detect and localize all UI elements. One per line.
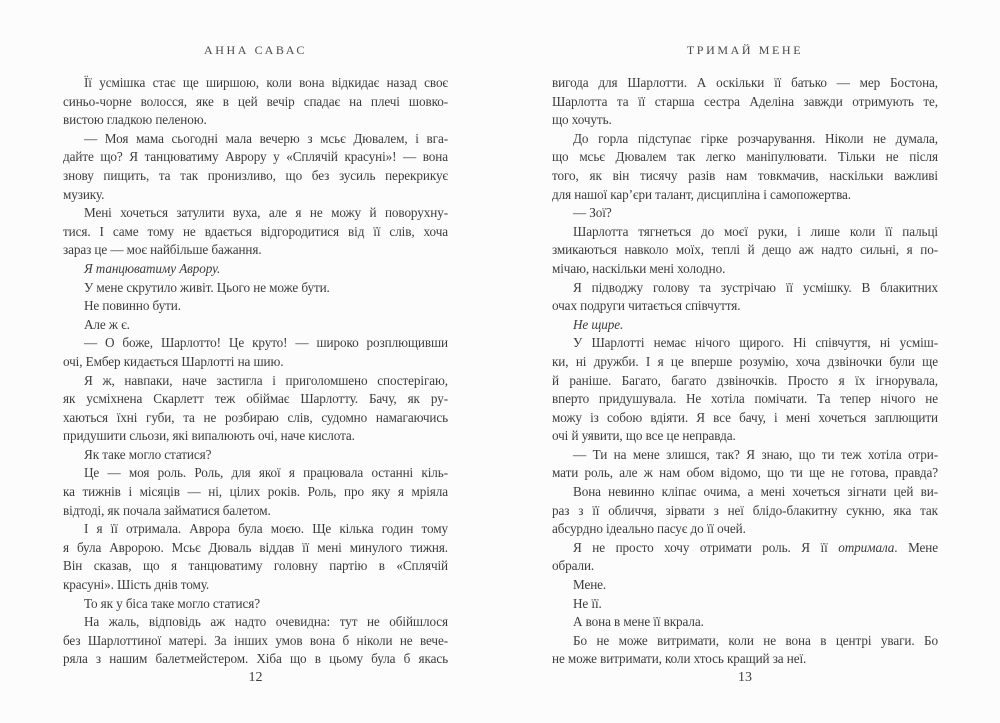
body-text: синьо-чорне волосся, яке в цей вечір спадає на плечі шовко- — [63, 93, 448, 109]
text-line — [552, 223, 938, 242]
body-text: — Зої? — [573, 205, 612, 221]
body-text: Бо не може витримати, коли не вона в центрі уваги. Бо — [573, 632, 938, 648]
text-line — [552, 372, 938, 391]
text-line — [63, 464, 448, 483]
text-line — [552, 260, 938, 279]
book-page-left — [63, 0, 448, 723]
body-text: мати роль, але ж нам обом відомо, що ти ще не готова, правда? — [552, 465, 938, 481]
body-text: що мсьє Дювалем так легко маніпулювати. Тільки не після — [552, 149, 938, 165]
text-line — [63, 483, 448, 502]
body-text: Я ж, навпаки, наче застигла і приголомшено спостерігаю, — [84, 372, 448, 388]
text-line — [552, 632, 938, 651]
text-line — [552, 279, 938, 298]
body-text: ка тижнів і місяців — ні, цілих років. Роль, про яку я мріяла — [63, 484, 448, 500]
text-line — [63, 539, 448, 558]
emphasized-text: отримала — [838, 539, 895, 555]
body-text: змикаються навколо моїх, теплі й дещо аж надто сильні, я по- — [552, 242, 938, 258]
page-number-left: 12 — [248, 670, 263, 685]
body-text: вигода для Шарлотти. А оскільки її батько — мер Бостона, — [552, 75, 938, 90]
text-line — [63, 260, 448, 279]
body-text: вистою гладкою пеленою. — [63, 112, 207, 128]
body-text: того, як він тисячу разів нам товкмачив, наскільки важливі — [552, 167, 938, 183]
page-text-right — [552, 74, 938, 669]
body-text: Я підводжу голову та зустрічаю її усмішку. В блакитних — [573, 279, 938, 295]
body-text: ряла з нашим балетмейстером. Хіба що в цьому була б якась — [63, 651, 448, 667]
body-text: відтоді, як почала займатися балетом. — [63, 502, 271, 518]
body-text: без Шарлоттиної матері. За інших умов вона б ніколи не вече- — [63, 632, 448, 648]
body-text: Не повинно бути. — [84, 298, 181, 314]
body-text: красуні». Шість днів тому. — [63, 577, 210, 593]
text-line — [63, 204, 448, 223]
text-line — [63, 576, 448, 595]
text-line — [552, 74, 938, 93]
body-text: Мене. — [573, 577, 607, 593]
body-text: Я не просто хочу отримати роль. Я її — [573, 539, 839, 555]
text-line — [552, 446, 938, 465]
body-text: — Ти на мене злишся, так? Я знаю, що ти теж хотіла отри- — [573, 446, 938, 462]
text-line — [552, 93, 938, 112]
text-line — [552, 409, 938, 428]
running-header-author: АННА САВАС — [203, 43, 308, 57]
page-text-left — [63, 74, 448, 669]
text-line — [552, 241, 938, 260]
text-line — [63, 650, 448, 669]
text-line — [552, 148, 938, 167]
text-line — [552, 502, 938, 521]
text-line — [63, 409, 448, 428]
body-text: придушити сльози, які випалюють очі, наче кислота. — [63, 428, 355, 444]
text-line — [552, 111, 938, 130]
text-line — [552, 650, 938, 669]
body-text: тися. І саме тому не вдається відгородитися від її слів, хоча — [63, 223, 448, 239]
body-text: очах подруги читається співчуття. — [552, 298, 741, 314]
text-line — [552, 334, 938, 353]
body-text: У мене скрутило живіт. Цього не може бути. — [84, 279, 330, 295]
text-line — [63, 427, 448, 446]
text-line — [63, 111, 448, 130]
text-line — [552, 576, 938, 595]
body-text: хаються їхні губи, та не розбираю слів, судомно намагаючись — [63, 409, 448, 425]
text-line — [63, 557, 448, 576]
text-line — [63, 353, 448, 372]
body-text: мічаю, наскільки мені холодно. — [552, 260, 726, 276]
body-text: Вона невинно кліпає очима, а мені хочеться зігнати цей ви- — [573, 484, 938, 500]
body-text: Шарлотта та її старша сестра Аделіна завжди отримують те, — [552, 93, 938, 109]
text-line — [552, 186, 938, 205]
text-line — [63, 632, 448, 651]
body-text: знову пищить, та так пронизливо, що без зусиль перекрикує — [63, 167, 448, 183]
text-line — [63, 613, 448, 632]
text-line — [552, 353, 938, 372]
text-line — [552, 297, 938, 316]
text-line — [63, 167, 448, 186]
text-line — [552, 557, 938, 576]
running-header-title: ТРИМАЙ МЕНЕ — [686, 43, 804, 57]
body-text: Її усмішка стає ще ширшою, коли вона відкидає назад своє — [84, 75, 448, 90]
text-line — [63, 130, 448, 149]
text-line — [552, 483, 938, 502]
body-text: я була Авророю. Мсьє Дюваль віддав її мені минулого тижня. — [63, 539, 448, 555]
body-text: — О боже, Шарлотто! Це круто! — широко розплющивши — [84, 335, 448, 351]
body-text: для нашої кар’єри талант, дисципліна і самопожертва. — [552, 186, 851, 202]
body-text: Мені хочеться затулити вуха, але я не можу й поворухну- — [84, 205, 448, 221]
body-text: й раніше. Багато, багато дзвіночків. Просто я їх ігнорувала, — [552, 372, 938, 388]
text-line — [63, 297, 448, 316]
text-line — [63, 241, 448, 260]
body-text: . Мене — [894, 539, 938, 555]
body-text: обрали. — [552, 558, 595, 574]
text-line — [552, 316, 938, 335]
body-text: До горла підступає гірке розчарування. Ніколи не думала, — [573, 130, 938, 146]
page-number-right: 13 — [738, 670, 752, 685]
text-line — [552, 204, 938, 223]
body-text: Це — моя роль. Роль, для якої я працювала останні кіль- — [84, 465, 448, 481]
body-text: музику. — [63, 186, 105, 202]
text-line — [63, 595, 448, 614]
body-text: що хочуть. — [552, 112, 612, 128]
text-line — [552, 539, 938, 558]
body-text: дайте що? Я танцюватиму Аврору у «Сплячій красуні»! — вона — [63, 149, 448, 165]
text-line — [63, 223, 448, 242]
text-line — [552, 520, 938, 539]
body-text: А вона в мене її вкрала. — [573, 614, 704, 630]
body-text: Шарлотта тягнеться до моєї руки, і лише коли її пальці — [573, 223, 938, 239]
body-text: зараз це — моє найбільше бажання. — [63, 242, 262, 258]
body-text: Я танцюватиму Аврору. — [84, 260, 221, 276]
text-line — [552, 130, 938, 149]
body-text: Як таке могло статися? — [84, 446, 212, 462]
body-text: очі й уявити, що все це неправда. — [552, 428, 736, 444]
text-line — [552, 464, 938, 483]
body-text: раз з її обличчя, зірвати з неї блідо-блакитну сукню, яка так — [552, 502, 938, 518]
text-line — [63, 148, 448, 167]
text-line — [552, 390, 938, 409]
body-text: ки, ні дружби. І я це вперше розумію, хоча дзвіночки були ще — [552, 353, 938, 369]
text-line — [552, 167, 938, 186]
text-line — [63, 74, 448, 93]
body-text: не може витримати, коли хтось кращий за неї. — [552, 651, 807, 667]
text-line — [63, 316, 448, 335]
body-text: У Шарлотті немає нічого щирого. Ні співчуття, ні усміш- — [573, 335, 938, 351]
text-line — [63, 372, 448, 391]
text-line — [552, 613, 938, 632]
book-page-right — [552, 0, 938, 723]
text-line — [63, 334, 448, 353]
body-text: — Моя мама сьогодні мала вечерю з мсьє Дювалем, і вга- — [84, 130, 448, 146]
body-text: На жаль, відповідь аж надто очевидна: тут не обійшлося — [84, 614, 448, 630]
text-line — [63, 279, 448, 298]
text-line — [552, 427, 938, 446]
body-text: Але ж є. — [84, 316, 130, 332]
text-line — [63, 446, 448, 465]
body-text: То як у біса таке могло статися? — [84, 595, 260, 611]
body-text: очі, Ембер кидається Шарлотті на шию. — [63, 353, 284, 369]
body-text: Не її. — [573, 595, 602, 611]
body-text: як усміхнена Скарлетт теж обіймає Шарлотту. Бачу, як ру- — [63, 391, 448, 407]
text-line — [63, 390, 448, 409]
body-text: Він сказав, що я танцюватиму головну партію в «Сплячій — [63, 558, 448, 574]
body-text: Не щире. — [573, 316, 624, 332]
body-text: можу із собою вдіяти. Я все бачу, і мені хочеться заплющити — [552, 409, 938, 425]
text-line — [63, 502, 448, 521]
text-line — [63, 93, 448, 112]
body-text: абсурдно ідеально пасує до її очей. — [552, 521, 746, 537]
body-text: вперто придушувала. Не хотіла помічати. Та тепер нічого не — [552, 391, 938, 407]
text-line — [63, 186, 448, 205]
text-line — [552, 595, 938, 614]
body-text: І я її отримала. Аврора була моєю. Ще кілька годин тому — [84, 521, 448, 537]
text-line — [63, 520, 448, 539]
